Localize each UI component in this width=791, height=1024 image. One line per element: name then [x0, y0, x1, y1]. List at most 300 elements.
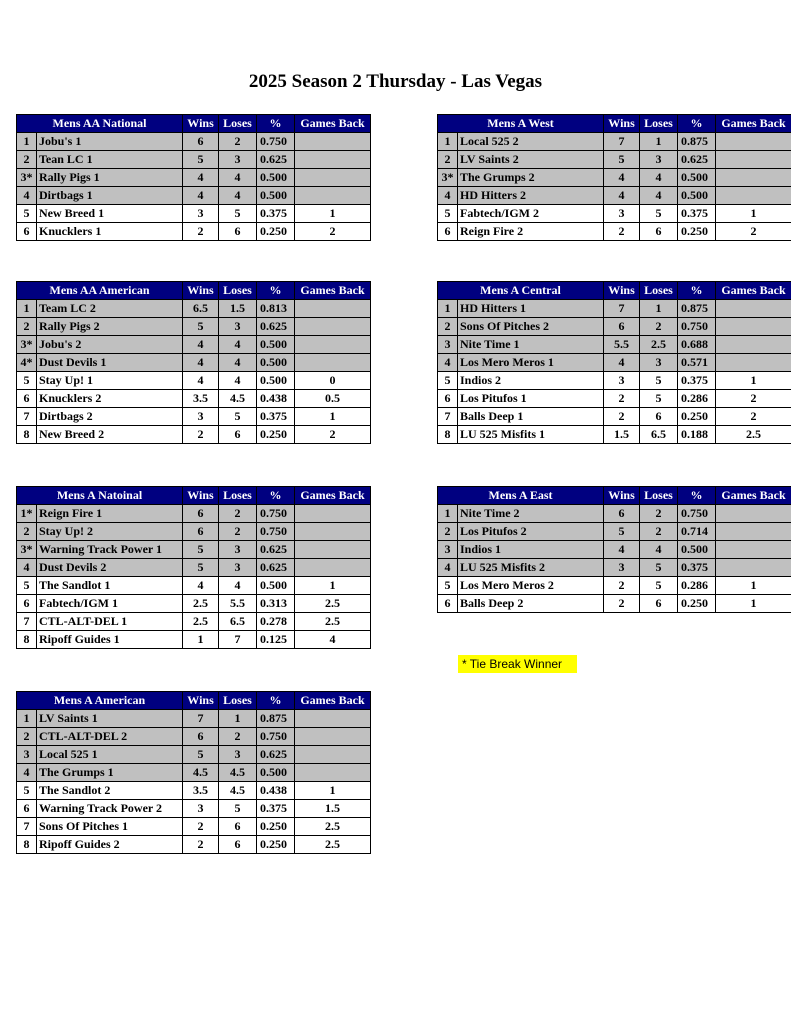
pct-cell: 0.375 [257, 800, 295, 818]
team-cell: LU 525 Misfits 2 [458, 559, 604, 577]
standings-row [17, 151, 371, 169]
rank-cell: 7 [17, 818, 37, 836]
team-cell: HD Hitters 2 [458, 187, 604, 205]
wins-cell: 4 [604, 541, 640, 559]
wins-cell: 1 [183, 631, 219, 649]
rank-cell: 6 [438, 390, 458, 408]
team-cell: New Breed 1 [37, 205, 183, 223]
pct-cell: 0.286 [678, 577, 716, 595]
games-back-cell: 1 [716, 205, 791, 223]
wins-cell: 2 [183, 836, 219, 854]
games-back-cell: 1 [716, 595, 791, 613]
standings-row [438, 559, 791, 577]
rank-cell: 5 [17, 205, 37, 223]
standings-row [17, 613, 371, 631]
standings-row [17, 223, 371, 241]
rank-cell: 2 [438, 151, 458, 169]
division-table [437, 114, 791, 241]
pct-cell: 0.278 [257, 613, 295, 631]
loses-header: Loses [219, 487, 257, 505]
team-cell: Reign Fire 1 [37, 505, 183, 523]
pct-cell: 0.625 [257, 151, 295, 169]
loses-cell: 2 [219, 523, 257, 541]
team-cell: Sons Of Pitches 1 [37, 818, 183, 836]
rank-cell: 5 [438, 205, 458, 223]
standings-row [17, 372, 371, 390]
team-cell: Warning Track Power 1 [37, 541, 183, 559]
loses-header: Loses [640, 282, 678, 300]
games-back-cell: 1 [295, 782, 371, 800]
loses-cell: 2 [640, 523, 678, 541]
loses-cell: 6.5 [219, 613, 257, 631]
games-back-cell [295, 318, 371, 336]
wins-cell: 3 [604, 559, 640, 577]
games-back-cell [716, 318, 791, 336]
pct-header: % [257, 487, 295, 505]
rank-cell: 6 [17, 223, 37, 241]
wins-cell: 7 [183, 710, 219, 728]
page-title: 2025 Season 2 Thursday - Las Vegas [248, 71, 543, 92]
rank-cell: 7 [17, 408, 37, 426]
wins-cell: 4.5 [183, 764, 219, 782]
loses-cell: 2 [640, 318, 678, 336]
pct-cell: 0.313 [257, 595, 295, 613]
rank-cell: 4 [438, 559, 458, 577]
games-back-cell [716, 169, 791, 187]
team-cell: CTL-ALT-DEL 1 [37, 613, 183, 631]
pct-cell: 0.500 [257, 187, 295, 205]
games-back-cell: 1 [716, 577, 791, 595]
rank-cell: 5 [17, 782, 37, 800]
wins-cell: 5 [604, 523, 640, 541]
team-cell: Los Pitufos 1 [458, 390, 604, 408]
games-back-cell: 1 [295, 577, 371, 595]
team-cell: Dust Devils 2 [37, 559, 183, 577]
pct-cell: 0.750 [257, 728, 295, 746]
loses-cell: 2 [640, 505, 678, 523]
wins-cell: 6 [604, 505, 640, 523]
pct-cell: 0.750 [257, 523, 295, 541]
rank-cell: 3* [17, 336, 37, 354]
loses-cell: 4 [640, 541, 678, 559]
division-name: Mens AA National [17, 115, 183, 133]
rank-cell: 3 [438, 336, 458, 354]
games-back-cell [295, 354, 371, 372]
division-name: Mens AA American [17, 282, 183, 300]
wins-cell: 3.5 [183, 390, 219, 408]
loses-cell: 5 [219, 800, 257, 818]
rank-cell: 4 [438, 354, 458, 372]
games-back-cell [295, 746, 371, 764]
rank-cell: 8 [438, 426, 458, 444]
wins-cell: 4 [183, 577, 219, 595]
pct-cell: 0.875 [678, 133, 716, 151]
pct-header: % [257, 115, 295, 133]
loses-cell: 4 [219, 354, 257, 372]
pct-cell: 0.625 [678, 151, 716, 169]
loses-cell: 4 [640, 187, 678, 205]
pct-cell: 0.571 [678, 354, 716, 372]
loses-cell: 6 [640, 408, 678, 426]
games-back-cell: 2.5 [295, 595, 371, 613]
games-back-cell: 0 [295, 372, 371, 390]
team-cell: Indios 1 [458, 541, 604, 559]
division-name: Mens A West [438, 115, 604, 133]
team-cell: The Grumps 2 [458, 169, 604, 187]
pct-cell: 0.250 [257, 818, 295, 836]
rank-cell: 1* [17, 505, 37, 523]
pct-cell: 0.500 [257, 169, 295, 187]
team-cell: Team LC 2 [37, 300, 183, 318]
rank-cell: 2 [17, 523, 37, 541]
pct-cell: 0.250 [678, 408, 716, 426]
standings-row [438, 426, 791, 444]
team-cell: Los Mero Meros 2 [458, 577, 604, 595]
games-back-cell: 2.5 [716, 426, 791, 444]
team-cell: Jobu's 1 [37, 133, 183, 151]
division-table [437, 486, 791, 613]
rank-cell: 4 [438, 187, 458, 205]
games-back-cell: 2 [716, 390, 791, 408]
team-cell: Stay Up! 1 [37, 372, 183, 390]
team-cell: Fabtech/IGM 2 [458, 205, 604, 223]
wins-cell: 5 [183, 151, 219, 169]
team-cell: Ripoff Guides 1 [37, 631, 183, 649]
rank-cell: 8 [17, 836, 37, 854]
pct-cell: 0.625 [257, 318, 295, 336]
wins-cell: 3 [183, 205, 219, 223]
games-back-cell: 2 [295, 223, 371, 241]
pct-cell: 0.375 [678, 205, 716, 223]
loses-cell: 4.5 [219, 390, 257, 408]
pct-cell: 0.750 [678, 318, 716, 336]
wins-cell: 5.5 [604, 336, 640, 354]
loses-cell: 2 [219, 728, 257, 746]
wins-cell: 4 [183, 169, 219, 187]
loses-cell: 6 [219, 426, 257, 444]
loses-cell: 4.5 [219, 764, 257, 782]
wins-cell: 3.5 [183, 782, 219, 800]
standings-row [17, 631, 371, 649]
games-back-cell [295, 541, 371, 559]
pct-cell: 0.625 [257, 559, 295, 577]
games-back-cell [295, 505, 371, 523]
standings-row [17, 408, 371, 426]
wins-header: Wins [183, 487, 219, 505]
standings-row [438, 354, 791, 372]
standings-row [17, 205, 371, 223]
pct-cell: 0.375 [257, 205, 295, 223]
loses-cell: 6 [219, 818, 257, 836]
rank-cell: 3 [17, 746, 37, 764]
rank-cell: 1 [438, 505, 458, 523]
standings-row [17, 187, 371, 205]
loses-cell: 5 [640, 390, 678, 408]
wins-cell: 4 [604, 354, 640, 372]
pct-cell: 0.500 [257, 354, 295, 372]
wins-cell: 4 [183, 372, 219, 390]
rank-cell: 6 [17, 595, 37, 613]
rank-cell: 5 [438, 372, 458, 390]
team-cell: Rally Pigs 1 [37, 169, 183, 187]
team-cell: The Sandlot 1 [37, 577, 183, 595]
loses-header: Loses [219, 282, 257, 300]
wins-cell: 4 [183, 354, 219, 372]
division-header-row [17, 692, 371, 710]
standings-row [438, 541, 791, 559]
division-header-row [17, 282, 371, 300]
wins-cell: 6 [183, 133, 219, 151]
games-back-cell: 2 [295, 426, 371, 444]
tie-break-legend: * Tie Break Winner [458, 655, 577, 673]
wins-cell: 2.5 [183, 595, 219, 613]
rank-cell: 2 [17, 728, 37, 746]
games-back-cell [295, 764, 371, 782]
team-cell: HD Hitters 1 [458, 300, 604, 318]
games-back-header: Games Back [716, 282, 791, 300]
standings-row [17, 710, 371, 728]
loses-cell: 5 [640, 372, 678, 390]
team-cell: Los Mero Meros 1 [458, 354, 604, 372]
rank-cell: 5 [438, 577, 458, 595]
standings-row [438, 505, 791, 523]
team-cell: Dirtbags 2 [37, 408, 183, 426]
loses-cell: 1 [219, 710, 257, 728]
rank-cell: 3 [438, 541, 458, 559]
loses-header: Loses [640, 487, 678, 505]
wins-cell: 2 [604, 390, 640, 408]
loses-cell: 4 [219, 577, 257, 595]
pct-cell: 0.813 [257, 300, 295, 318]
loses-cell: 3 [219, 559, 257, 577]
loses-cell: 4 [219, 187, 257, 205]
team-cell: Nite Time 2 [458, 505, 604, 523]
games-back-cell [716, 559, 791, 577]
games-back-cell: 2 [716, 408, 791, 426]
team-cell: New Breed 2 [37, 426, 183, 444]
standings-row [438, 577, 791, 595]
wins-cell: 3 [183, 408, 219, 426]
team-cell: Stay Up! 2 [37, 523, 183, 541]
loses-cell: 4 [219, 372, 257, 390]
games-back-header: Games Back [716, 115, 791, 133]
pct-cell: 0.625 [257, 746, 295, 764]
games-back-cell [295, 336, 371, 354]
division-header-row [17, 487, 371, 505]
wins-cell: 5 [183, 559, 219, 577]
games-back-cell [716, 354, 791, 372]
standings-row [17, 336, 371, 354]
division-header-row [17, 115, 371, 133]
standings-row [438, 372, 791, 390]
pct-header: % [678, 487, 716, 505]
loses-cell: 4.5 [219, 782, 257, 800]
loses-cell: 2 [219, 505, 257, 523]
loses-cell: 3 [219, 318, 257, 336]
wins-cell: 2 [183, 426, 219, 444]
team-cell: Nite Time 1 [458, 336, 604, 354]
standings-row [438, 205, 791, 223]
pct-cell: 0.750 [678, 505, 716, 523]
division-table [16, 281, 371, 444]
loses-cell: 2.5 [640, 336, 678, 354]
standings-row [17, 300, 371, 318]
team-cell: LV Saints 1 [37, 710, 183, 728]
team-cell: Tean LC 1 [37, 151, 183, 169]
rank-cell: 2 [438, 523, 458, 541]
pct-cell: 0.714 [678, 523, 716, 541]
team-cell: Dirtbags 1 [37, 187, 183, 205]
pct-cell: 0.500 [678, 187, 716, 205]
loses-cell: 1 [640, 133, 678, 151]
games-back-cell [295, 559, 371, 577]
wins-cell: 3 [604, 372, 640, 390]
loses-cell: 4 [219, 169, 257, 187]
games-back-cell [716, 541, 791, 559]
pct-cell: 0.250 [678, 223, 716, 241]
wins-cell: 5 [183, 746, 219, 764]
pct-header: % [257, 692, 295, 710]
standings-row [438, 187, 791, 205]
rank-cell: 6 [438, 595, 458, 613]
standings-row [438, 523, 791, 541]
rank-cell: 1 [438, 133, 458, 151]
wins-cell: 6.5 [183, 300, 219, 318]
wins-header: Wins [183, 115, 219, 133]
wins-cell: 4 [183, 187, 219, 205]
games-back-header: Games Back [295, 487, 371, 505]
wins-cell: 3 [183, 800, 219, 818]
wins-header: Wins [604, 487, 640, 505]
pct-cell: 0.188 [678, 426, 716, 444]
loses-header: Loses [219, 692, 257, 710]
team-cell: Knucklers 2 [37, 390, 183, 408]
pct-cell: 0.375 [257, 408, 295, 426]
standings-row [17, 390, 371, 408]
games-back-cell: 2.5 [295, 818, 371, 836]
rank-cell: 8 [17, 631, 37, 649]
loses-cell: 3 [219, 541, 257, 559]
games-back-header: Games Back [716, 487, 791, 505]
games-back-cell [716, 523, 791, 541]
rank-cell: 2 [17, 151, 37, 169]
games-back-cell [716, 505, 791, 523]
team-cell: Reign Fire 2 [458, 223, 604, 241]
games-back-cell [295, 300, 371, 318]
games-back-cell [295, 523, 371, 541]
pct-header: % [678, 115, 716, 133]
rank-cell: 2 [17, 318, 37, 336]
division-table [16, 486, 371, 649]
standings-row [17, 764, 371, 782]
rank-cell: 6 [438, 223, 458, 241]
games-back-header: Games Back [295, 692, 371, 710]
division-name: Mens A East [438, 487, 604, 505]
standings-row [17, 746, 371, 764]
loses-header: Loses [640, 115, 678, 133]
rank-cell: 3* [17, 169, 37, 187]
games-back-cell: 0.5 [295, 390, 371, 408]
team-cell: The Sandlot 2 [37, 782, 183, 800]
games-back-cell [295, 710, 371, 728]
team-cell: Balls Deep 1 [458, 408, 604, 426]
standings-row [438, 300, 791, 318]
games-back-cell [716, 336, 791, 354]
rank-cell: 5 [17, 372, 37, 390]
pct-cell: 0.875 [678, 300, 716, 318]
standings-row [438, 595, 791, 613]
standings-row [438, 133, 791, 151]
team-cell: LU 525 Misfits 1 [458, 426, 604, 444]
wins-cell: 7 [604, 300, 640, 318]
loses-cell: 1 [640, 300, 678, 318]
pct-cell: 0.750 [257, 133, 295, 151]
wins-cell: 2 [604, 577, 640, 595]
wins-header: Wins [183, 282, 219, 300]
rank-cell: 7 [438, 408, 458, 426]
loses-cell: 3 [219, 746, 257, 764]
wins-cell: 1.5 [604, 426, 640, 444]
rank-cell: 1 [17, 133, 37, 151]
wins-cell: 2 [183, 223, 219, 241]
wins-cell: 6 [604, 318, 640, 336]
rank-cell: 4 [17, 764, 37, 782]
wins-cell: 5 [183, 541, 219, 559]
loses-cell: 1.5 [219, 300, 257, 318]
team-cell: Jobu's 2 [37, 336, 183, 354]
loses-cell: 6 [219, 223, 257, 241]
pct-cell: 0.250 [257, 426, 295, 444]
division-header-row [438, 282, 791, 300]
rank-cell: 2 [438, 318, 458, 336]
rank-cell: 3* [438, 169, 458, 187]
games-back-cell: 4 [295, 631, 371, 649]
rank-cell: 7 [17, 613, 37, 631]
rank-cell: 5 [17, 577, 37, 595]
team-cell: Rally Pigs 2 [37, 318, 183, 336]
standings-row [438, 318, 791, 336]
games-back-cell [716, 133, 791, 151]
standings-row [17, 318, 371, 336]
pct-cell: 0.125 [257, 631, 295, 649]
loses-cell: 5 [219, 205, 257, 223]
wins-cell: 6 [183, 728, 219, 746]
standings-row [438, 408, 791, 426]
division-header-row [438, 487, 791, 505]
team-cell: The Grumps 1 [37, 764, 183, 782]
standings-row [17, 728, 371, 746]
standings-row [438, 390, 791, 408]
rank-cell: 1 [17, 710, 37, 728]
division-table [16, 114, 371, 241]
loses-cell: 7 [219, 631, 257, 649]
pct-cell: 0.875 [257, 710, 295, 728]
wins-header: Wins [604, 115, 640, 133]
games-back-cell: 1 [295, 408, 371, 426]
standings-row [17, 426, 371, 444]
loses-cell: 6 [640, 595, 678, 613]
loses-cell: 6.5 [640, 426, 678, 444]
wins-cell: 5 [183, 318, 219, 336]
games-back-cell [295, 169, 371, 187]
standings-row [17, 541, 371, 559]
loses-cell: 3 [219, 151, 257, 169]
team-cell: Balls Deep 2 [458, 595, 604, 613]
loses-cell: 5 [640, 205, 678, 223]
team-cell: Indios 2 [458, 372, 604, 390]
pct-cell: 0.500 [257, 577, 295, 595]
wins-cell: 2 [183, 818, 219, 836]
